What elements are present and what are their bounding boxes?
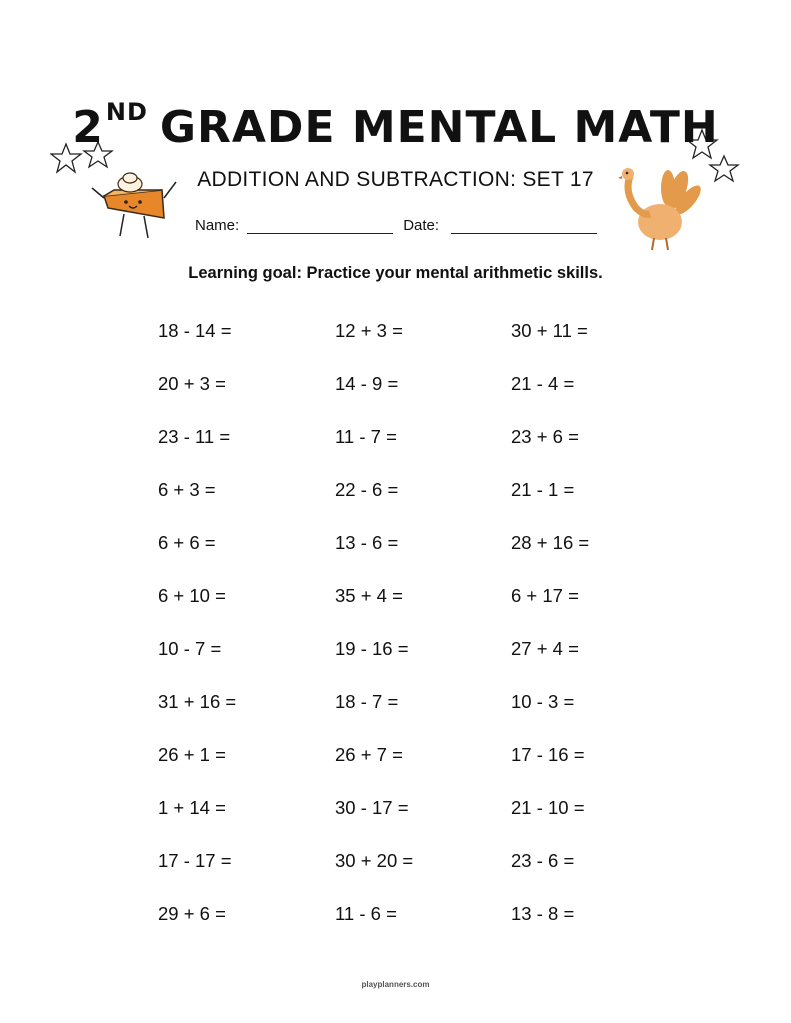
math-problem: 28 + 16 = [511,532,590,553]
math-problem: 21 - 1 = [511,479,575,500]
math-problem: 6 + 3 = [158,479,216,500]
learning-goal: Learning goal: Practice your mental arithmetic skills. [188,264,603,282]
math-problem: 13 - 8 = [511,903,575,924]
math-problem: 26 + 7 = [335,744,403,765]
math-problem: 14 - 9 = [335,373,399,394]
math-problem: 12 + 3 = [335,320,403,341]
math-problem: 11 - 6 = [335,903,397,924]
math-problem: 23 - 6 = [511,850,575,871]
math-problem: 35 + 4 = [335,585,403,606]
math-problem: 23 + 6 = [511,426,579,447]
math-problem: 22 - 6 = [335,479,399,500]
name-field[interactable] [247,216,393,234]
math-problem: 21 - 10 = [511,797,585,818]
math-problem: 6 + 17 = [511,585,579,606]
math-problem: 18 - 7 = [335,691,399,712]
math-problem: 10 - 3 = [511,691,575,712]
math-problem: 6 + 6 = [158,532,216,553]
math-problem: 27 + 4 = [511,638,579,659]
math-problem: 31 + 16 = [158,691,237,712]
subtitle: ADDITION AND SUBTRACTION: SET 17 [197,168,594,191]
math-problem: 20 + 3 = [158,373,226,394]
math-problem: 17 - 17 = [158,850,232,871]
math-problem: 1 + 14 = [158,797,226,818]
math-problem: 30 + 20 = [335,850,414,871]
math-problem: 6 + 10 = [158,585,226,606]
math-problem: 10 - 7 = [158,638,222,659]
math-problem: 26 + 1 = [158,744,226,765]
name-label: Name: [195,217,240,234]
math-problem: 30 + 11 = [511,320,588,341]
math-problem: 18 - 14 = [158,320,232,341]
math-problem: 11 - 7 = [335,426,397,447]
title-superscript: ND [105,98,148,126]
page-title [0,98,791,153]
math-problem: 19 - 16 = [335,638,409,659]
date-label: Date: [403,217,440,234]
math-problem: 30 - 17 = [335,797,409,818]
name-date-row [195,216,597,234]
date-field[interactable] [451,216,597,234]
math-problem: 23 - 11 = [158,426,231,447]
title-number: 2 [72,102,104,153]
title-text: GRADE MENTAL MATH [159,102,719,153]
math-problem: 17 - 16 = [511,744,585,765]
math-problem: 29 + 6 = [158,903,226,924]
math-problem: 21 - 4 = [511,373,575,394]
footer-site: playplanners.com [361,980,430,989]
math-problem: 13 - 6 = [335,532,399,553]
